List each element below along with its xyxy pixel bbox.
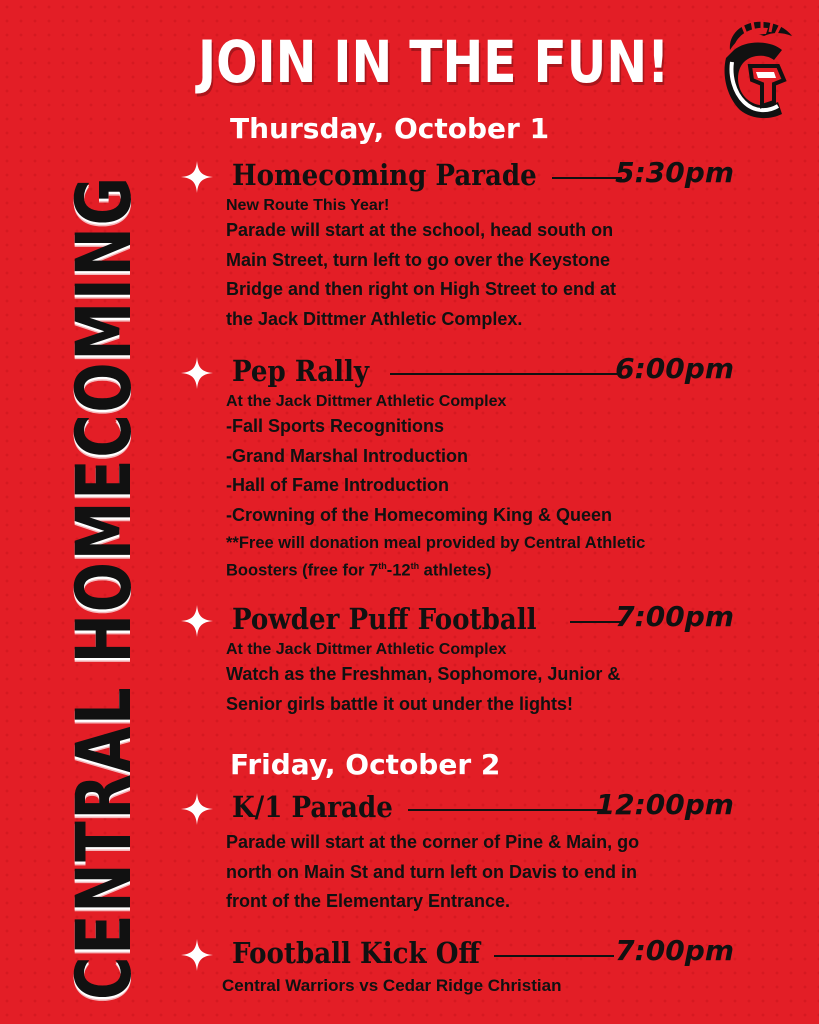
- event-homecoming-parade: [180, 156, 740, 334]
- event-name: Football Kick Off: [232, 936, 480, 970]
- event-time: 6:00pm: [615, 352, 734, 385]
- divider-line: [494, 955, 614, 957]
- event-description: [226, 660, 740, 719]
- event-description: [222, 974, 740, 998]
- description-line: Main Street, turn left to go over the Keystone: [226, 249, 611, 270]
- event-name: Powder Puff Football: [232, 602, 537, 636]
- headline: JOIN IN THE FUN!: [198, 28, 670, 96]
- description-line: Central Warriors vs Cedar Ridge Christian: [222, 976, 562, 995]
- note-line: Boosters (free for 7th-12th athletes): [226, 561, 492, 580]
- divider-line: [408, 809, 604, 811]
- event-name: Pep Rally: [232, 354, 370, 388]
- event-time: 5:30pm: [615, 156, 734, 189]
- day-heading-thursday: Thursday, October 1: [230, 112, 550, 145]
- description-line: front of the Elementary Entrance.: [226, 891, 511, 911]
- divider-line: [552, 177, 622, 179]
- description-line: Senior girls battle it out under the lights!: [226, 693, 574, 714]
- description-line: north on Main St and turn left on Davis to end in: [226, 861, 637, 882]
- event-subtitle: At the Jack Dittmer Athletic Complex: [226, 393, 507, 410]
- sparkle-icon: [180, 356, 214, 390]
- vertical-title: CENTRAL HOMECOMING: [59, 175, 148, 1000]
- description-line: -Hall of Fame Introduction: [226, 475, 449, 495]
- sparkle-icon: [180, 938, 214, 972]
- description-line: the Jack Dittmer Athletic Complex.: [226, 308, 523, 329]
- event-name: K/1 Parade: [232, 790, 393, 824]
- event-time: 12:00pm: [595, 788, 734, 821]
- event-subtitle: At the Jack Dittmer Athletic Complex: [226, 641, 507, 658]
- day-heading-friday: Friday, October 2: [230, 748, 501, 781]
- sparkle-icon: [180, 160, 214, 194]
- description-line: -Fall Sports Recognitions: [226, 416, 445, 436]
- event-note: [226, 530, 740, 585]
- note-line: **Free will donation meal provided by Central Athletic: [226, 534, 646, 552]
- event-subtitle: New Route This Year!: [226, 197, 390, 214]
- event-description: [226, 412, 740, 530]
- event-description: [226, 828, 740, 917]
- event-k1-parade: [180, 788, 740, 917]
- description-line: Parade will start at the school, head south on: [226, 220, 614, 240]
- event-description: [226, 216, 740, 334]
- sparkle-icon: [180, 604, 214, 638]
- sparkle-icon: [180, 792, 214, 826]
- description-line: Parade will start at the corner of Pine & Main, go: [226, 832, 640, 852]
- event-powder-puff-football: [180, 600, 740, 719]
- description-line: -Grand Marshal Introduction: [226, 445, 469, 466]
- event-pep-rally: [180, 352, 740, 585]
- event-football-kick-off: [180, 934, 740, 998]
- event-name: Homecoming Parade: [232, 158, 537, 192]
- event-time: 7:00pm: [615, 600, 734, 633]
- event-time: 7:00pm: [615, 934, 734, 967]
- divider-line: [390, 373, 620, 375]
- description-line: -Crowning of the Homecoming King & Queen: [226, 504, 612, 525]
- description-line: Watch as the Freshman, Sophomore, Junior &: [226, 664, 621, 684]
- spartan-helmet-logo-icon: [712, 18, 794, 122]
- description-line: Bridge and then right on High Street to end at: [226, 279, 616, 299]
